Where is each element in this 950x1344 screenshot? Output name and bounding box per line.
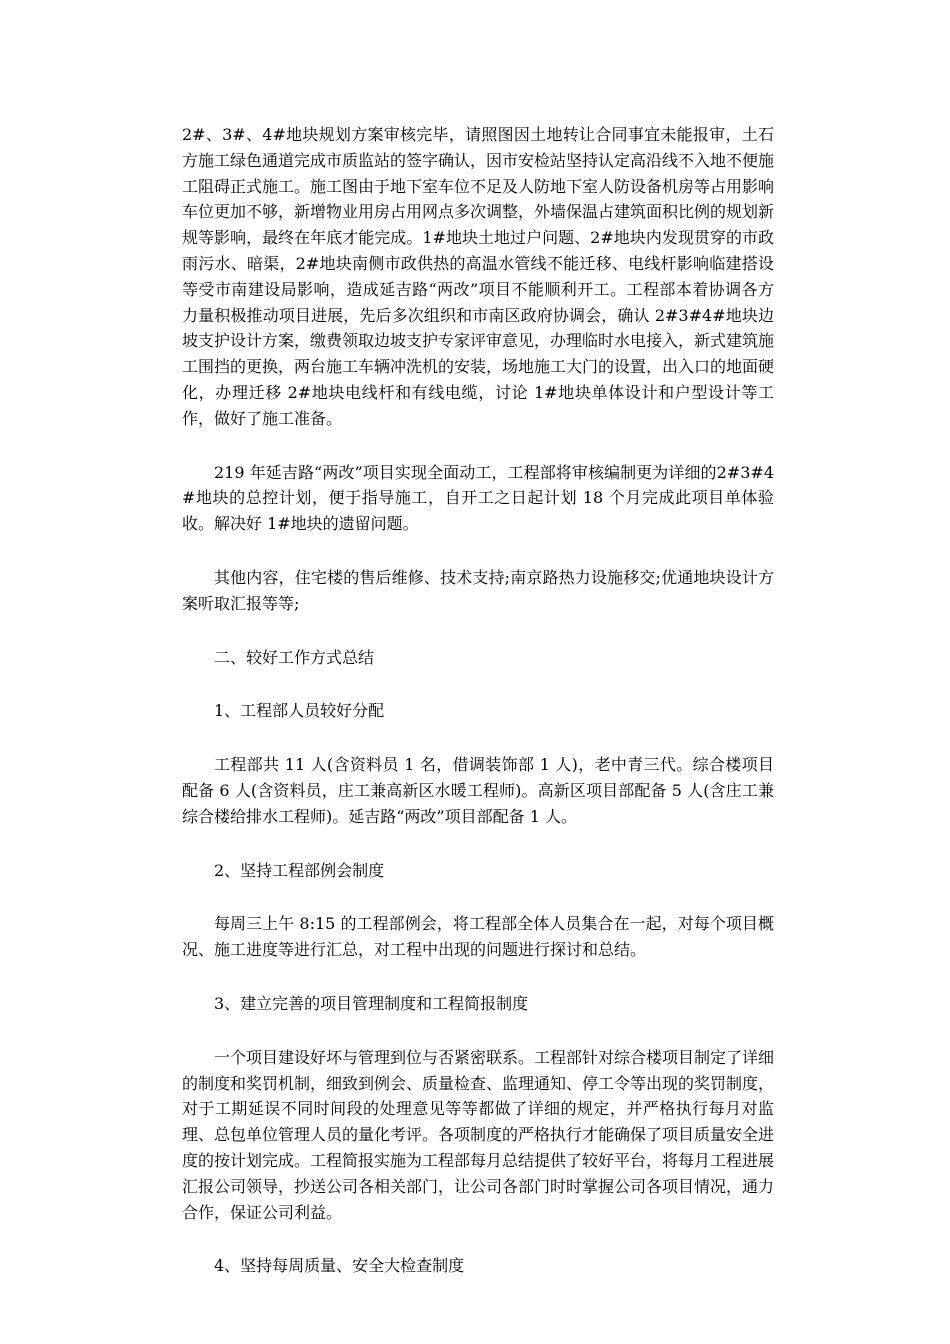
paragraph-weekly-meeting: 每周三上午 8:15 的工程部例会，将工程部全体人员集合在一起，对每个项目概况、施工进度等进行汇总，对工程中出现的问题进行探讨和总结。 <box>182 914 774 960</box>
paragraph-land-planning: 2#、3#、4#地块规划方案审核完毕，请照图因土地转让合同事宜未能报审，土石方施工绿色通道完成市质监站的签字确认，因市安检站坚持认定高沿线不入地不便施工阻碍正式施工。施工图由于地下室车位不足及人防地下室人防设备机房等占用影响车位更加不够，新增物业用房占用网点多次调整，外墙保温占建筑面积比例的规划新规等影响，最终在年底才能完成。1#地块土地过户问题、2#地块内发现贯穿的市政雨污水、暗渠，2#地块南侧市政供热的高温水管线不能迁移、电线杆影响临建搭设等受市南建设局影响，造成延吉路“两改”项目不能顺利开工。工程部本着协调各方力量积极推动项目进展，先后多次组织和市南区政府协调会，确认 2#3#4#地块边坡支护设计方案，缴费领取边坡支护专家评审意见，办理临时水电接入，新式建筑施工围挡的更换，两台施工车辆冲洗机的安装，场地施工大门的设置，出入口的地面硬化，办理迁移 2#地块电线杆和有线电缆，讨论 1#地块单体设计和户型设计等工作，做好了施工准备。 <box>182 125 775 428</box>
paragraph-219-plan: 219 年延吉路“两改”项目实现全面动工，工程部将审核编制更为详细的2#3#4#地块的总控计划，便于指导施工，自开工之日起计划 18 个月完成此项目单体验收。解决好 1#地块的遗留问题。 <box>182 462 774 534</box>
paragraph-staff-allocation: 工程部共 11 人(含资料员 1 名，借调装饰部 1 人)，老中青三代。综合楼项目配备 6 人(含资料员，庄工兼高新区水暖工程师)。高新区项目部配备 5 人(含庄工兼综合楼给排水工程师)。延吉路“两改”项目部配备 1 人。 <box>182 755 774 826</box>
subheading-weekly-inspection: 4、坚持每周质量、安全大检查制度 <box>214 1256 465 1276</box>
paragraph-other-content: 其他内容，住宅楼的售后维修、技术支持;南京路热力设施移交;优通地块设计方案听取汇报等等; <box>182 567 774 613</box>
subheading-weekly-meeting: 2、坚持工程部例会制度 <box>214 860 385 880</box>
subheading-management-system: 3、建立完善的项目管理制度和工程简报制度 <box>214 993 529 1013</box>
section-heading-work-methods: 二、较好工作方式总结 <box>214 647 375 667</box>
paragraph-management-system: 一个项目建设好坏与管理到位与否紧密联系。工程部针对综合楼项目制定了详细的制度和奖罚机制，细致到例会、质量检查、监理通知、停工令等出现的奖罚制度，对于工期延误不同时间段的处理意见等等都做了详细的规定，并严格执行每月对监理、总包单位管理人员的量化考评。各项制度的严格执行才能确保了项目质量安全进度的按计划完成。工程简报实施为工程部每月总结提供了较好平台，将每月工程进展汇报公司领导，抄送公司各相关部门，让公司各部门时时掌握公司各项目情况，通力合作，保证公司利益。 <box>182 1047 775 1222</box>
document-page <box>182 122 774 1307</box>
subheading-staff-allocation: 1、工程部人员较好分配 <box>214 701 385 721</box>
